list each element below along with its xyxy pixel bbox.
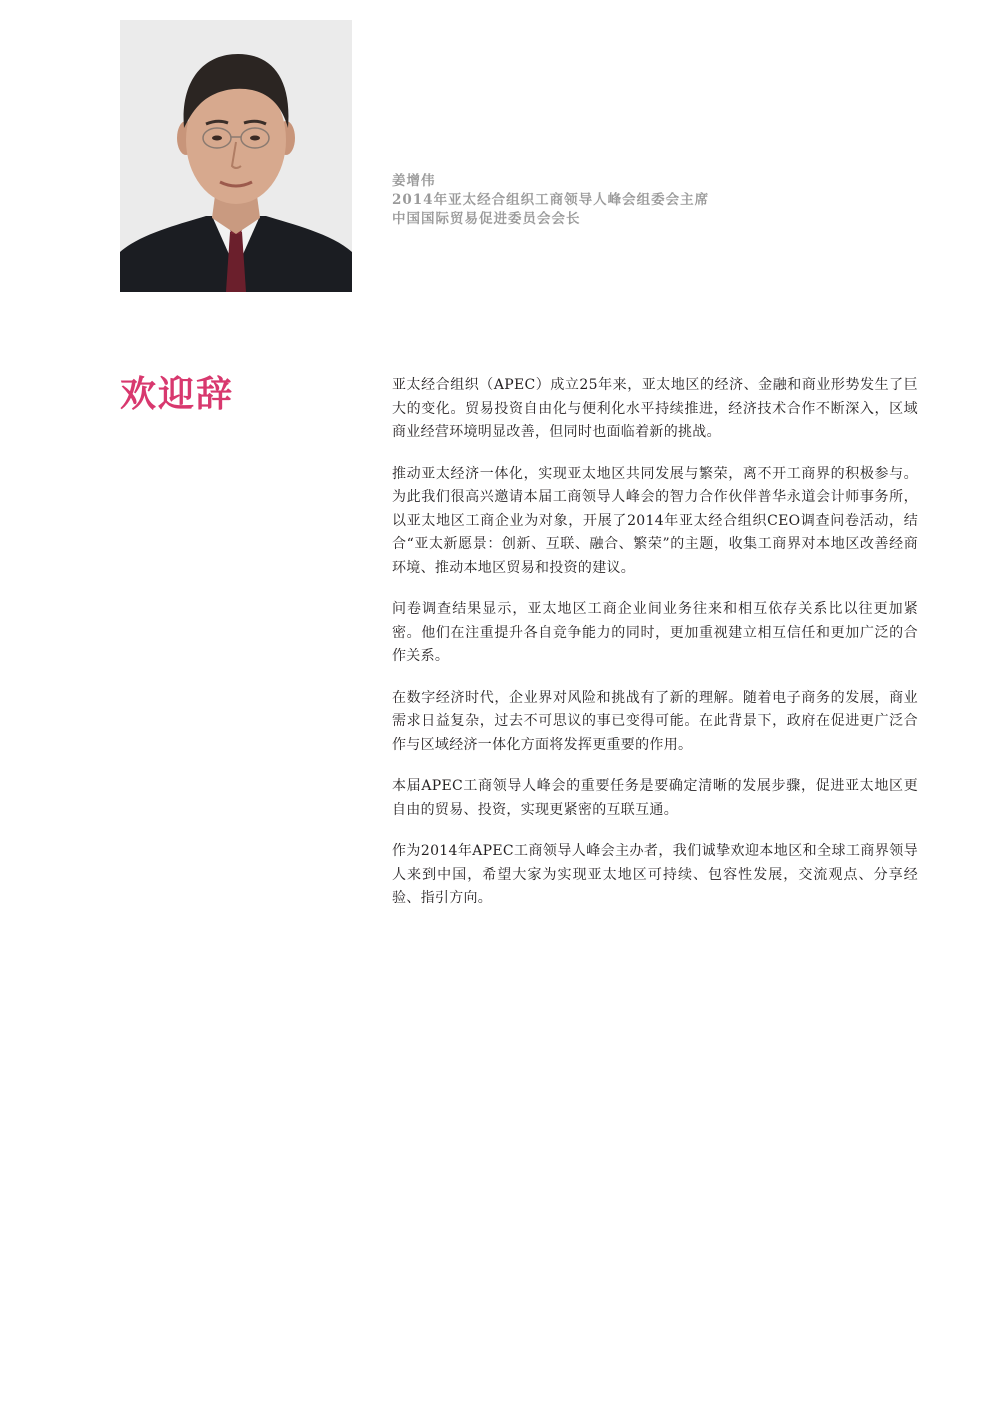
portrait-photo (120, 20, 352, 292)
profile-caption (392, 172, 952, 229)
paragraph-6: 作为2014年APEC工商领导人峰会主办者，我们诚挚欢迎本地区和全球工商界领导人来到中国，希望大家为实现亚太地区可持续、包容性发展，交流观点、分享经验、指引方向。 (392, 843, 918, 906)
page-heading: 欢迎辞 (120, 373, 235, 415)
profile-title-2: 中国国际贸易促进委员会会长 (392, 211, 581, 227)
portrait-illustration (120, 20, 352, 292)
paragraph-4: 在数字经济时代，企业界对风险和挑战有了新的理解。随着电子商务的发展，商业需求日益复杂，过去不可思议的事已变得可能。在此背景下，政府在促进更广泛合作与区域经济一体化方面将发挥更重要的作用。 (392, 689, 918, 753)
paragraph-1: 亚太经合组织（APEC）成立25年来，亚太地区的经济、金融和商业形势发生了巨大的变化。贸易投资自由化与便利化水平持续推进，经济技术合作不断深入，区域商业经营环境明显改善，但同时也面临着新的挑战。 (392, 377, 918, 440)
paragraph-3: 问卷调查结果显示，亚太地区工商企业间业务往来和相互依存关系比以往更加紧密。他们在注重提升各自竞争能力的同时，更加重视建立相互信任和更加广泛的合作关系。 (392, 601, 918, 664)
paragraph-2: 推动亚太经济一体化，实现亚太地区共同发展与繁荣，离不开工商界的积极参与。为此我们很高兴邀请本届工商领导人峰会的智力合作伙伴普华永道会计师事务所，以亚太地区工商企业为对象，开展了2014年亚太经合组织CEO调查问卷活动，结合“亚太新愿景：创新、互联、融合、繁荣”的主题，收集工商界对本地区改善经商环境、推动本地区贸易和投资的建议。 (392, 465, 918, 576)
paragraph-5: 本届APEC工商领导人峰会的重要任务是要确定清晰的发展步骤，促进亚太地区更自由的贸易、投资，实现更紧密的互联互通。 (392, 778, 918, 818)
welcome-letter-body (392, 374, 918, 929)
profile-title-1: 2014年亚太经合组织工商领导人峰会组委会主席 (392, 192, 710, 208)
profile-name: 姜增伟 (392, 173, 436, 189)
